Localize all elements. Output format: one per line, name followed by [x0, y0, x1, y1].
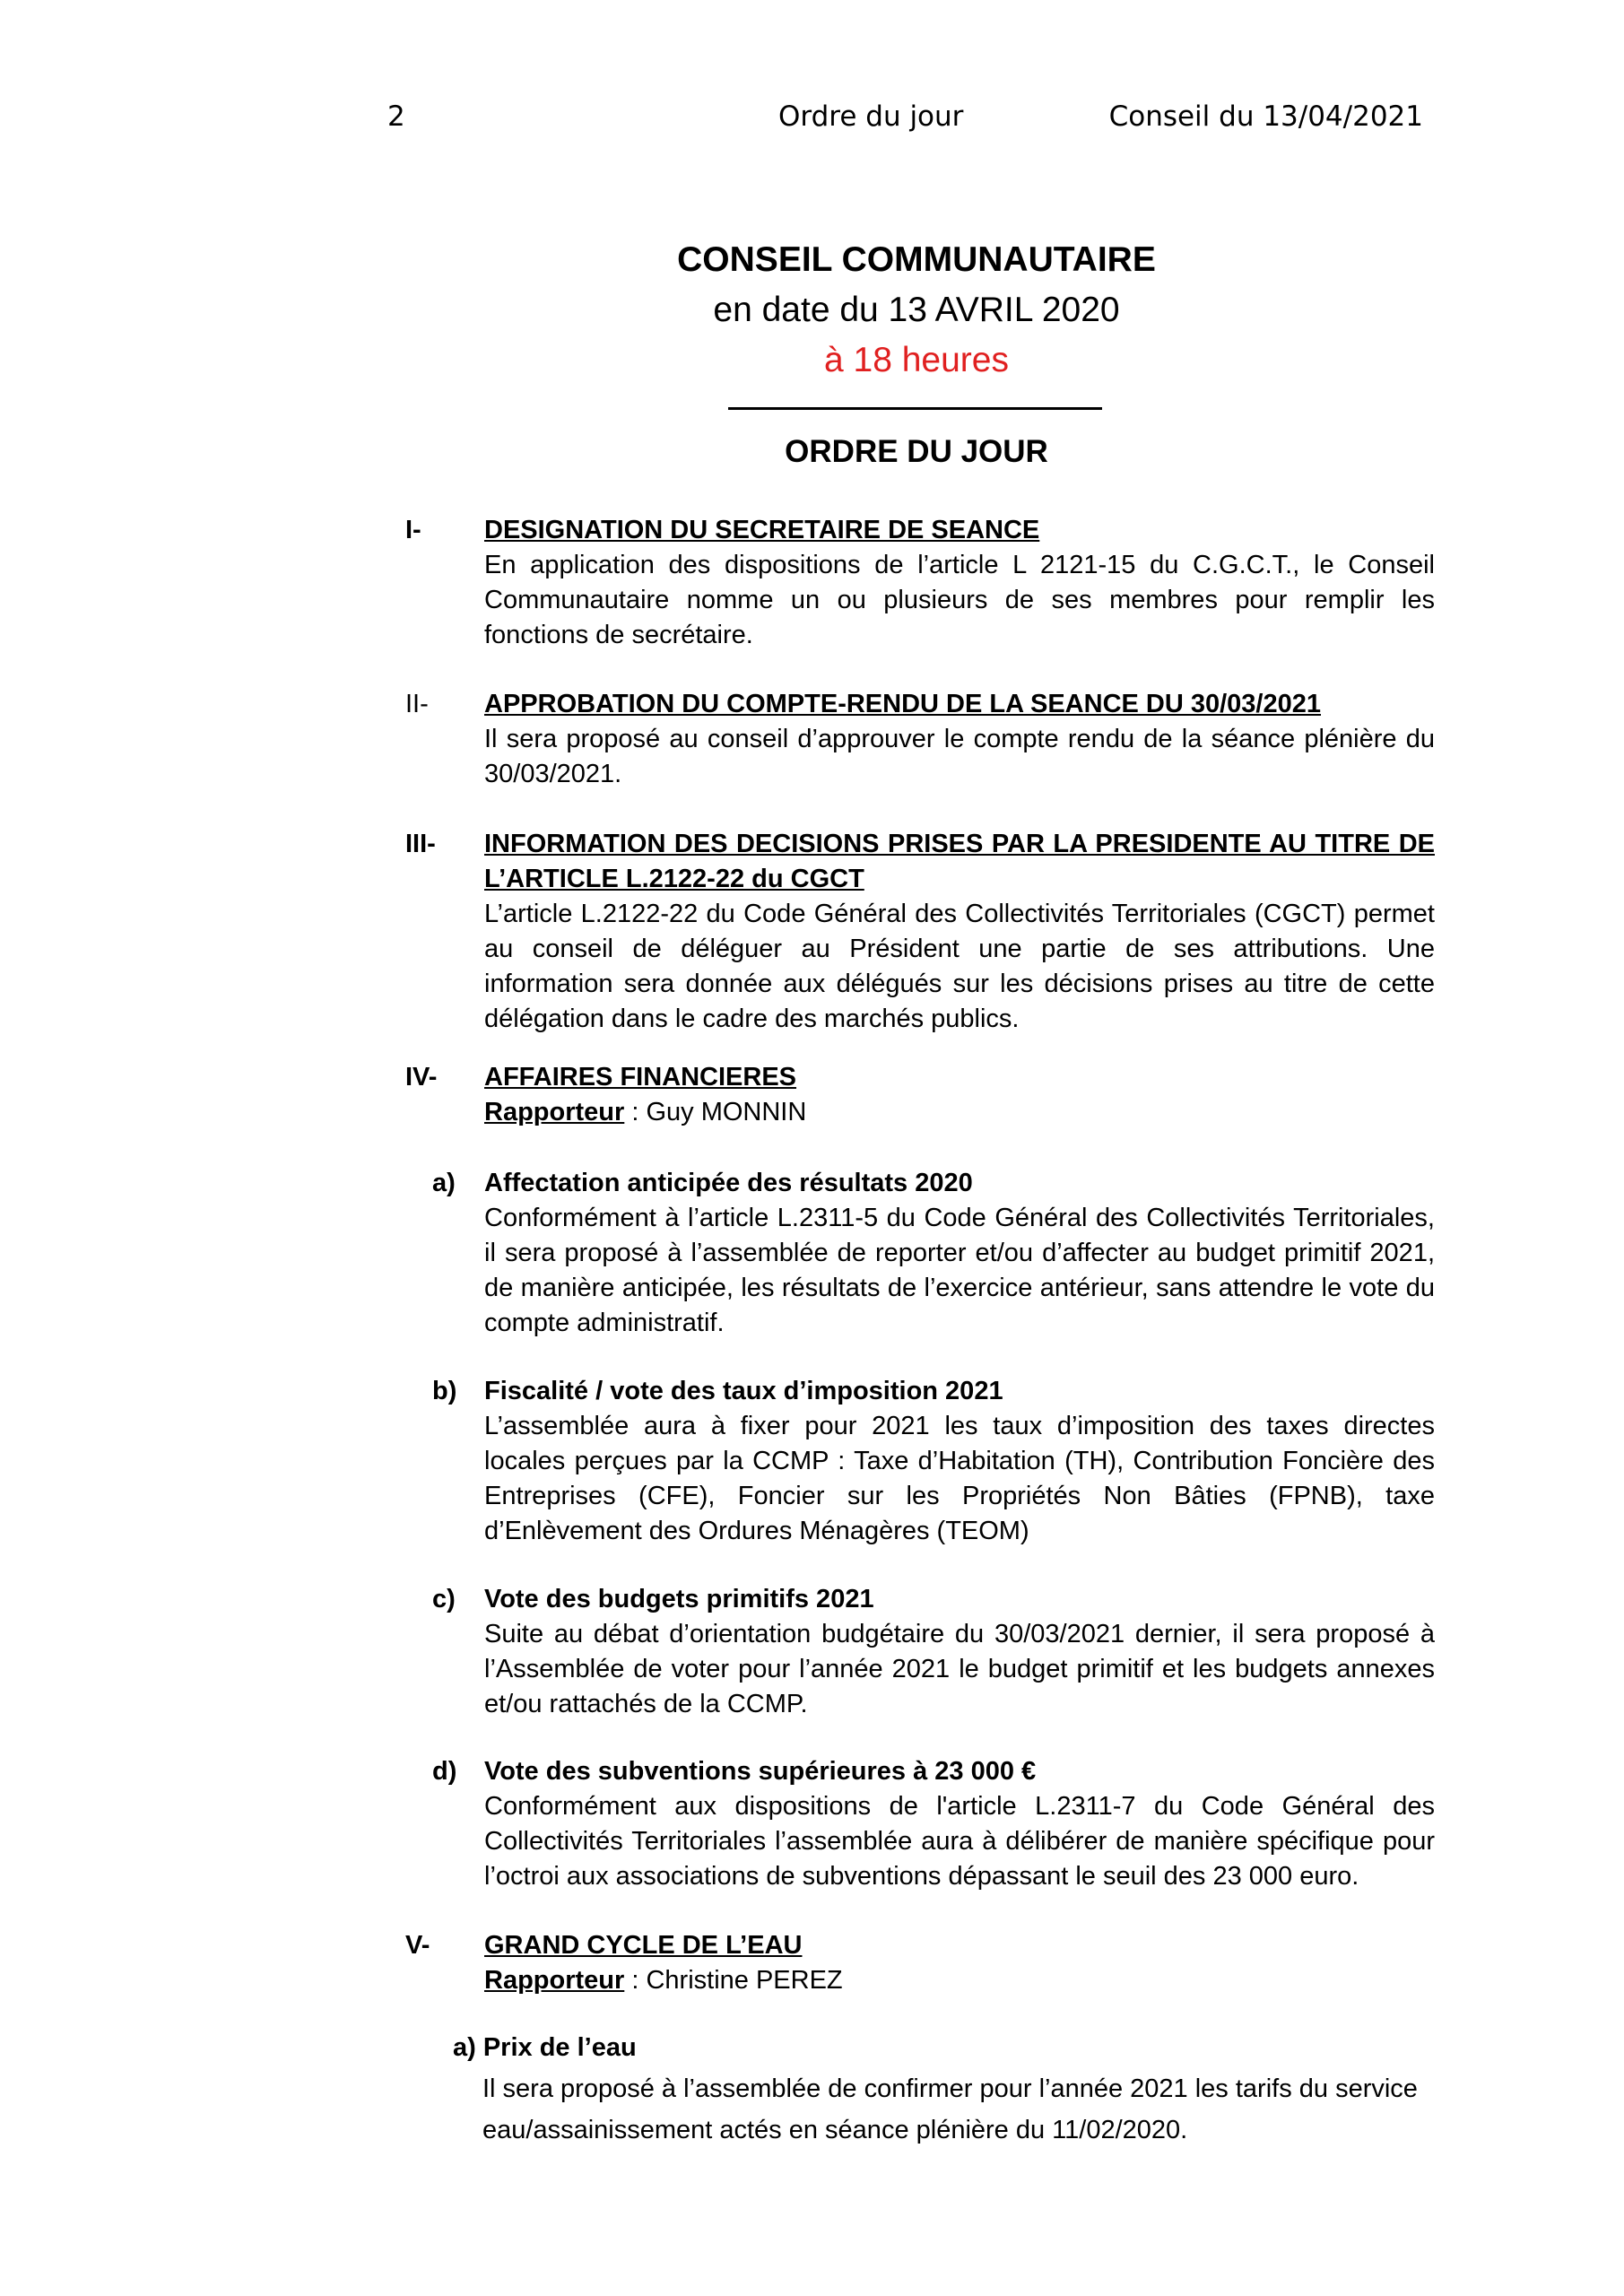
section-title: INFORMATION DES DECISIONS PRISES PAR LA PRESIDENTE AU TITRE DE L’ARTICLE L.2122-22 du CGCT: [484, 830, 1435, 893]
title-divider: [728, 407, 1102, 410]
rapporteur: [484, 1095, 1435, 1130]
water-item-a: [453, 2027, 1421, 2151]
rapporteur-name: : Christine PEREZ: [624, 1966, 843, 1995]
finance-item-b: [432, 1374, 1435, 1549]
meeting-date: en date du 13 AVRIL 2020: [713, 291, 1120, 329]
header-meeting-date: Conseil du 13/04/2021: [1108, 100, 1423, 133]
item-text: Conformément aux dispositions de l'article L.2311-7 du Code Général des Collectivités Territoriales l’assemblée aura à délibérer de manière spécifique pour l’octroi aux associations de subventions dépassant le seuil des 23 000 euro.: [484, 1792, 1435, 1891]
section-title: AFFAIRES FINANCIERES: [484, 1063, 797, 1091]
item-letter: a): [432, 1169, 456, 1197]
item-letter: d): [432, 1757, 457, 1786]
finance-item-c: [432, 1582, 1435, 1722]
section-title: GRAND CYCLE DE L’EAU: [484, 1931, 803, 1960]
agenda-section-2: [405, 687, 1435, 792]
agenda-section-1: [405, 513, 1435, 653]
section-title: APPROBATION DU COMPTE-RENDU DE LA SEANCE DU 30/03/2021: [484, 690, 1321, 718]
item-letter: b): [432, 1377, 457, 1405]
item-text: Conformément à l’article L.2311-5 du Code Général des Collectivités Territoriales, il sera proposé à l’assemblée de reporter et/ou d’affecter au budget primitif 2021, de manière anticipée, les résultats de l’exercice antérieur, sans attendre le vote du compte administratif.: [484, 1204, 1435, 1337]
item-text-line-2: eau/assainissement actés en séance plénière du 11/02/2020.: [482, 2116, 1188, 2144]
item-letter: c): [432, 1585, 456, 1613]
section-text: L’article L.2122-22 du Code Général des Collectivités Territoriales (CGCT) permet au conseil de déléguer au Président une partie de ses attributions. Une information sera donnée aux délégués sur les décisions prises au titre de cette délégation dans le cadre des marchés publics.: [484, 900, 1435, 1033]
item-title: Fiscalité / vote des taux d’imposition 2021: [484, 1377, 1003, 1405]
item-title: Vote des subventions supérieures à 23 000 €: [484, 1757, 1037, 1786]
section-number: I-: [405, 516, 421, 544]
section-number: II-: [405, 690, 429, 718]
item-title: Affectation anticipée des résultats 2020: [484, 1169, 973, 1197]
item-text: L’assemblée aura à fixer pour 2021 les taux d’imposition des taxes directes locales perçues par la CCMP : Taxe d’Habitation (TH), Contribution Foncière des Entreprises (CFE), Foncier sur les Propriétés Non Bâties (FPNB), taxe d’Enlèvement des Ordures Ménagères (TEOM): [484, 1412, 1435, 1545]
section-title: DESIGNATION DU SECRETAIRE DE SEANCE: [484, 516, 1040, 544]
page-number: 2: [387, 100, 405, 133]
finance-item-d: [432, 1754, 1435, 1894]
rapporteur: [484, 1963, 1435, 1998]
section-number: III-: [405, 830, 436, 858]
page-title: CONSEIL COMMUNAUTAIRE: [677, 240, 1156, 279]
agenda-section-4: [405, 1060, 1435, 1130]
agenda-section-5: [405, 1928, 1435, 1998]
agenda-heading: ORDRE DU JOUR: [785, 434, 1048, 469]
meeting-time: à 18 heures: [824, 341, 1009, 379]
finance-item-a: [432, 1166, 1435, 1341]
item-title: a) Prix de l’eau: [453, 2033, 637, 2062]
rapporteur-label: Rapporteur: [484, 1966, 625, 1995]
agenda-section-3: [405, 827, 1435, 1037]
header-center-title: Ordre du jour: [778, 100, 964, 133]
item-text-line-1: Il sera proposé à l’assemblée de confirmer pour l’année 2021 les tarifs du service: [482, 2074, 1418, 2103]
item-title: Vote des budgets primitifs 2021: [484, 1585, 874, 1613]
section-number: IV-: [405, 1063, 438, 1091]
section-text: En application des dispositions de l’article L 2121-15 du C.G.C.T., le Conseil Communautaire nomme un ou plusieurs de ses membres pour remplir les fonctions de secrétaire.: [484, 551, 1435, 649]
rapporteur-label: Rapporteur: [484, 1098, 625, 1126]
rapporteur-name: : Guy MONNIN: [624, 1098, 807, 1126]
section-text: Il sera proposé au conseil d’approuver le compte rendu de la séance plénière du 30/03/2021.: [484, 725, 1435, 788]
item-text: Suite au débat d’orientation budgétaire du 30/03/2021 dernier, il sera proposé à l’Assemblée de voter pour l’année 2021 le budget primitif et les budgets annexes et/ou rattachés de la CCMP.: [484, 1620, 1435, 1718]
section-number: V-: [405, 1931, 430, 1960]
